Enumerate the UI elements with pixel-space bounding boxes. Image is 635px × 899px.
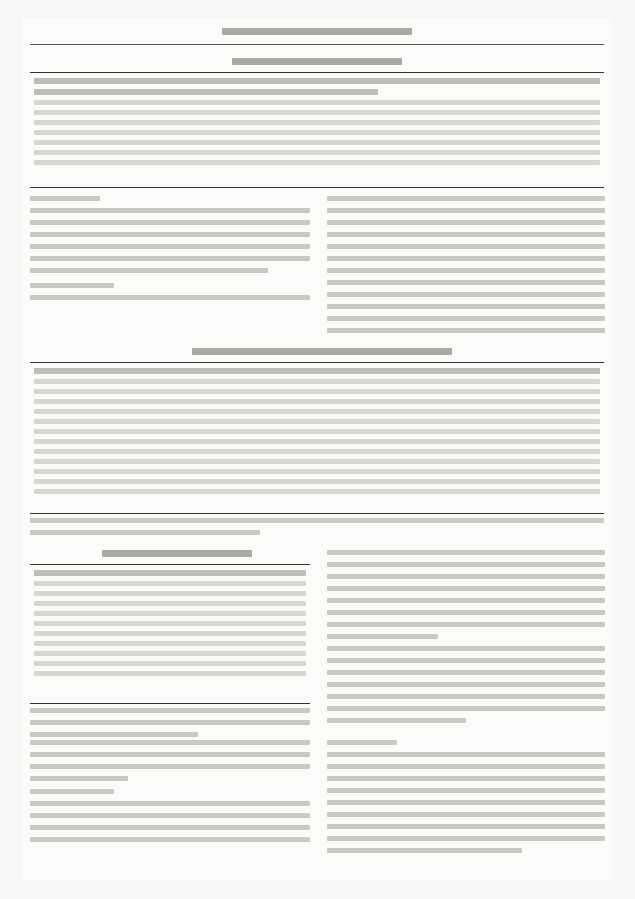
table-title-placeholder [232,58,402,65]
body-text-block [30,740,310,849]
reference-list-block [327,740,605,860]
table-title-placeholder [192,348,452,355]
table-note-block [30,518,604,542]
body-text-block [30,196,310,307]
data-table [30,72,604,188]
reference-list-block [327,196,605,340]
body-text-block [327,550,605,730]
table-title-placeholder [102,550,252,557]
document-page [22,18,612,880]
table-note-block [30,708,310,744]
running-header-rule [30,44,604,45]
data-table [30,564,310,704]
data-table [30,362,604,514]
running-header-placeholder [222,28,412,35]
